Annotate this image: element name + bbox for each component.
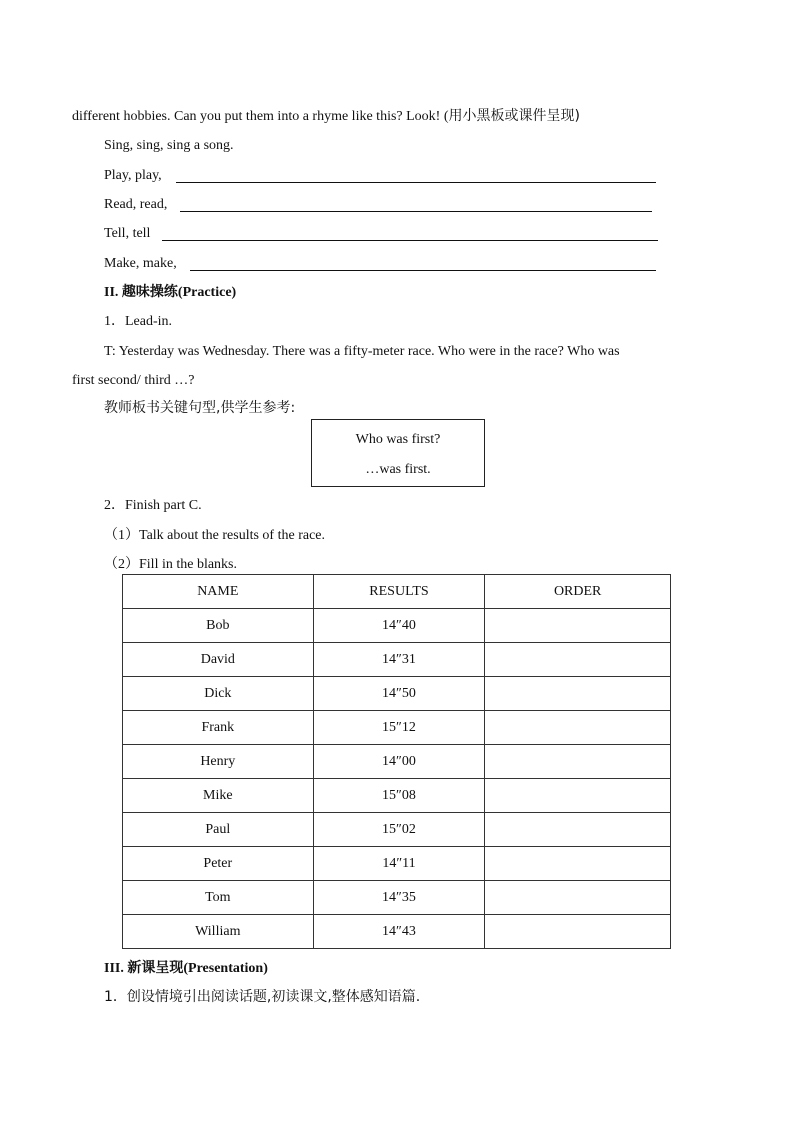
board-note: 教师板书关键句型,供学生参考: (104, 400, 296, 416)
table-row (123, 847, 671, 881)
cell-result: 15″08 (313, 779, 485, 813)
header-name: NAME (123, 575, 314, 609)
cell-name: Paul (123, 813, 314, 847)
cell-result: 15″02 (313, 813, 485, 847)
results-table (122, 574, 671, 949)
cell-order[interactable] (485, 643, 671, 677)
rhyme-line-read: Read, read, (104, 197, 168, 212)
intro-line-1-en: different hobbies. Can you put them into a rhyme like this? Look! ( (72, 109, 449, 124)
header-results: RESULTS (313, 575, 485, 609)
step-finish-part-c: 2．Finish part C. (104, 498, 202, 513)
teacher-line-2: first second/ third …? (72, 373, 195, 388)
rhyme-line-sing: Sing, sing, sing a song. (104, 138, 234, 153)
cell-order[interactable] (485, 609, 671, 643)
sub-step-fill: （2）Fill in the blanks. (104, 557, 237, 572)
blank-line-read (180, 211, 652, 212)
table-row (123, 609, 671, 643)
box-line-1: Who was first? (355, 432, 441, 447)
step-create-scene: 1．创设情境引出阅读话题,初读课文,整体感知语篇. (104, 989, 421, 1005)
cell-order[interactable] (485, 847, 671, 881)
section-2-number: II. (104, 285, 119, 300)
cell-result: 14″00 (313, 745, 485, 779)
section-3-title-en: (Presentation) (183, 961, 268, 976)
cell-result: 14″50 (313, 677, 485, 711)
rhyme-line-make: Make, make, (104, 256, 177, 271)
cell-name: Dick (123, 677, 314, 711)
cell-name: Mike (123, 779, 314, 813)
table-row (123, 643, 671, 677)
cell-order[interactable] (485, 813, 671, 847)
cell-result: 14″11 (313, 847, 485, 881)
table-header-row (123, 575, 671, 609)
cell-name: Henry (123, 745, 314, 779)
cell-result: 14″43 (313, 915, 485, 949)
cell-name: David (123, 643, 314, 677)
table-row (123, 813, 671, 847)
table-row (123, 711, 671, 745)
teacher-line-1: T: Yesterday was Wednesday. There was a fifty-meter race. Who were in the race? Who was (104, 344, 620, 359)
section-2-heading (104, 283, 236, 302)
cell-order[interactable] (485, 677, 671, 711)
cell-order[interactable] (485, 711, 671, 745)
cell-order[interactable] (485, 915, 671, 949)
cell-name: Bob (123, 609, 314, 643)
cell-name: William (123, 915, 314, 949)
cell-name: Peter (123, 847, 314, 881)
key-sentence-box (311, 419, 485, 487)
section-3-title-cn: 新课呈现 (127, 960, 184, 976)
section-3-number: III. (104, 961, 124, 976)
box-line-2: …was first. (365, 462, 431, 477)
section-2-title-en: (Practice) (177, 285, 237, 300)
cell-order[interactable] (485, 779, 671, 813)
blank-line-tell (162, 240, 658, 241)
sub-step-talk: （1）Talk about the results of the race. (104, 528, 326, 543)
rhyme-line-play: Play, play, (104, 168, 162, 183)
section-2-title-cn: 趣味操练 (121, 284, 178, 300)
cell-name: Tom (123, 881, 314, 915)
blank-line-make (190, 270, 656, 271)
blank-line-play (176, 182, 656, 183)
table-row (123, 881, 671, 915)
header-order: ORDER (485, 575, 671, 609)
cell-result: 14″31 (313, 643, 485, 677)
cell-result: 14″40 (313, 609, 485, 643)
cell-result: 15″12 (313, 711, 485, 745)
cell-order[interactable] (485, 745, 671, 779)
table-row (123, 779, 671, 813)
cell-name: Frank (123, 711, 314, 745)
table-row (123, 677, 671, 711)
rhyme-line-tell: Tell, tell (104, 226, 151, 241)
table-row (123, 915, 671, 949)
step-lead-in: 1．Lead-in. (104, 314, 173, 329)
cell-result: 14″35 (313, 881, 485, 915)
intro-line-1-cn: 用小黑板或课件呈现) (448, 108, 580, 124)
cell-order[interactable] (485, 881, 671, 915)
table-row (123, 745, 671, 779)
intro-line-1 (72, 107, 580, 126)
section-3-heading (104, 959, 268, 978)
